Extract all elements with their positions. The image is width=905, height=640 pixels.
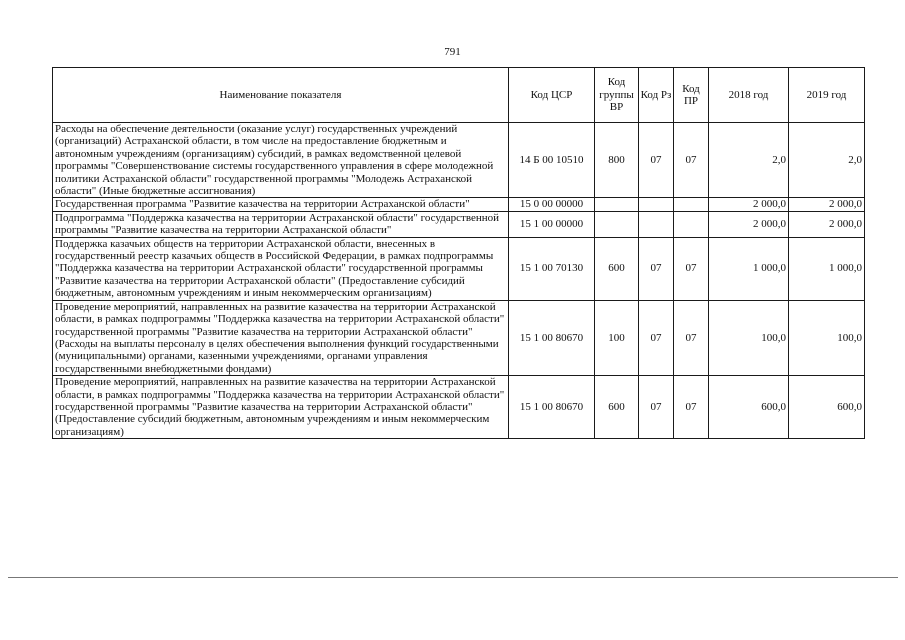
- row-pr: [674, 198, 709, 211]
- header-2018: 2018 год: [709, 68, 789, 123]
- row-2019: 100,0: [789, 300, 865, 375]
- table-row: [53, 237, 865, 300]
- header-vr: Код группы ВР: [595, 68, 639, 123]
- row-2019: 2,0: [789, 123, 865, 198]
- row-rz: 07: [639, 300, 674, 375]
- row-pr: 07: [674, 123, 709, 198]
- row-vr: [595, 198, 639, 211]
- row-pr: 07: [674, 237, 709, 300]
- row-rz: [639, 211, 674, 237]
- header-pr: Код ПР: [674, 68, 709, 123]
- row-pr: [674, 211, 709, 237]
- row-name: Подпрограмма "Поддержка казачества на территории Астраханской области" государственной программы "Развитие казачества на территории Астраханской области": [53, 211, 509, 237]
- row-2018: 2,0: [709, 123, 789, 198]
- row-name: Поддержка казачьих обществ на территории Астраханской области, внесенных в государственный реестр казачьих обществ в Российской Федерации, в рамках подпрограммы "Поддержка казачества на территории Астраханской области" государственной программы "Развитие казачества на территории Астраханской области" (Предоставление субсидий бюджетным, автономным учреждениям и иным некоммерческим организациям): [53, 237, 509, 300]
- row-2018: 1 000,0: [709, 237, 789, 300]
- row-2018: 2 000,0: [709, 211, 789, 237]
- header-name: Наименование показателя: [53, 68, 509, 123]
- header-2019: 2019 год: [789, 68, 865, 123]
- row-2019: 1 000,0: [789, 237, 865, 300]
- row-vr: 800: [595, 123, 639, 198]
- row-2019: 2 000,0: [789, 198, 865, 211]
- page-number: 791: [444, 46, 461, 58]
- row-csr: 15 1 00 80670: [509, 300, 595, 375]
- row-rz: 07: [639, 376, 674, 439]
- row-csr: 15 1 00 70130: [509, 237, 595, 300]
- row-name: Государственная программа "Развитие казачества на территории Астраханской области": [53, 198, 509, 211]
- budget-table: [52, 67, 865, 439]
- row-name: Проведение мероприятий, направленных на развитие казачества на территории Астраханской области, в рамках подпрограммы "Поддержка казачества на территории Астраханской области" государственной программы "Развитие казачества на территории Астраханской области" (Расходы на выплаты персоналу в целях обеспечения выполнения функций государственными (муниципальными) органами, казенными учреждениями, органами управления государственными внебюджетными фондами): [53, 300, 509, 375]
- row-csr: 14 Б 00 10510: [509, 123, 595, 198]
- row-rz: [639, 198, 674, 211]
- page-bottom-rule: [8, 577, 898, 578]
- header-csr: Код ЦСР: [509, 68, 595, 123]
- row-csr: 15 0 00 00000: [509, 198, 595, 211]
- row-csr: 15 1 00 00000: [509, 211, 595, 237]
- row-pr: 07: [674, 376, 709, 439]
- row-2019: 600,0: [789, 376, 865, 439]
- row-vr: [595, 211, 639, 237]
- row-vr: 600: [595, 376, 639, 439]
- row-2019: 2 000,0: [789, 211, 865, 237]
- row-rz: 07: [639, 123, 674, 198]
- row-vr: 600: [595, 237, 639, 300]
- header-rz: Код Рз: [639, 68, 674, 123]
- table-row: [53, 211, 865, 237]
- table-row: [53, 300, 865, 375]
- row-2018: 100,0: [709, 300, 789, 375]
- row-2018: 2 000,0: [709, 198, 789, 211]
- row-vr: 100: [595, 300, 639, 375]
- row-pr: 07: [674, 300, 709, 375]
- header-row: [53, 68, 865, 123]
- row-name: Расходы на обеспечение деятельности (оказание услуг) государственных учреждений (организаций) Астраханской области, в том числе на предоставление бюджетным и автономным учреждениям (организациям) субсидий, в рамках ведомственной целевой программы "Совершенствование системы государственного управления в сфере молодежной политики Астраханской области" государственной программы "Молодежь Астраханской области" (Иные бюджетные ассигнования): [53, 123, 509, 198]
- row-name: Проведение мероприятий, направленных на развитие казачества на территории Астраханской области, в рамках подпрограммы "Поддержка казачества на территории Астраханской области" государственной программы "Развитие казачества на территории Астраханской области" (Предоставление субсидий бюджетным, автономным учреждениям и иным некоммерческим организациям): [53, 376, 509, 439]
- table-row: [53, 123, 865, 198]
- row-csr: 15 1 00 80670: [509, 376, 595, 439]
- row-2018: 600,0: [709, 376, 789, 439]
- table-row: [53, 198, 865, 211]
- table-row: [53, 376, 865, 439]
- row-rz: 07: [639, 237, 674, 300]
